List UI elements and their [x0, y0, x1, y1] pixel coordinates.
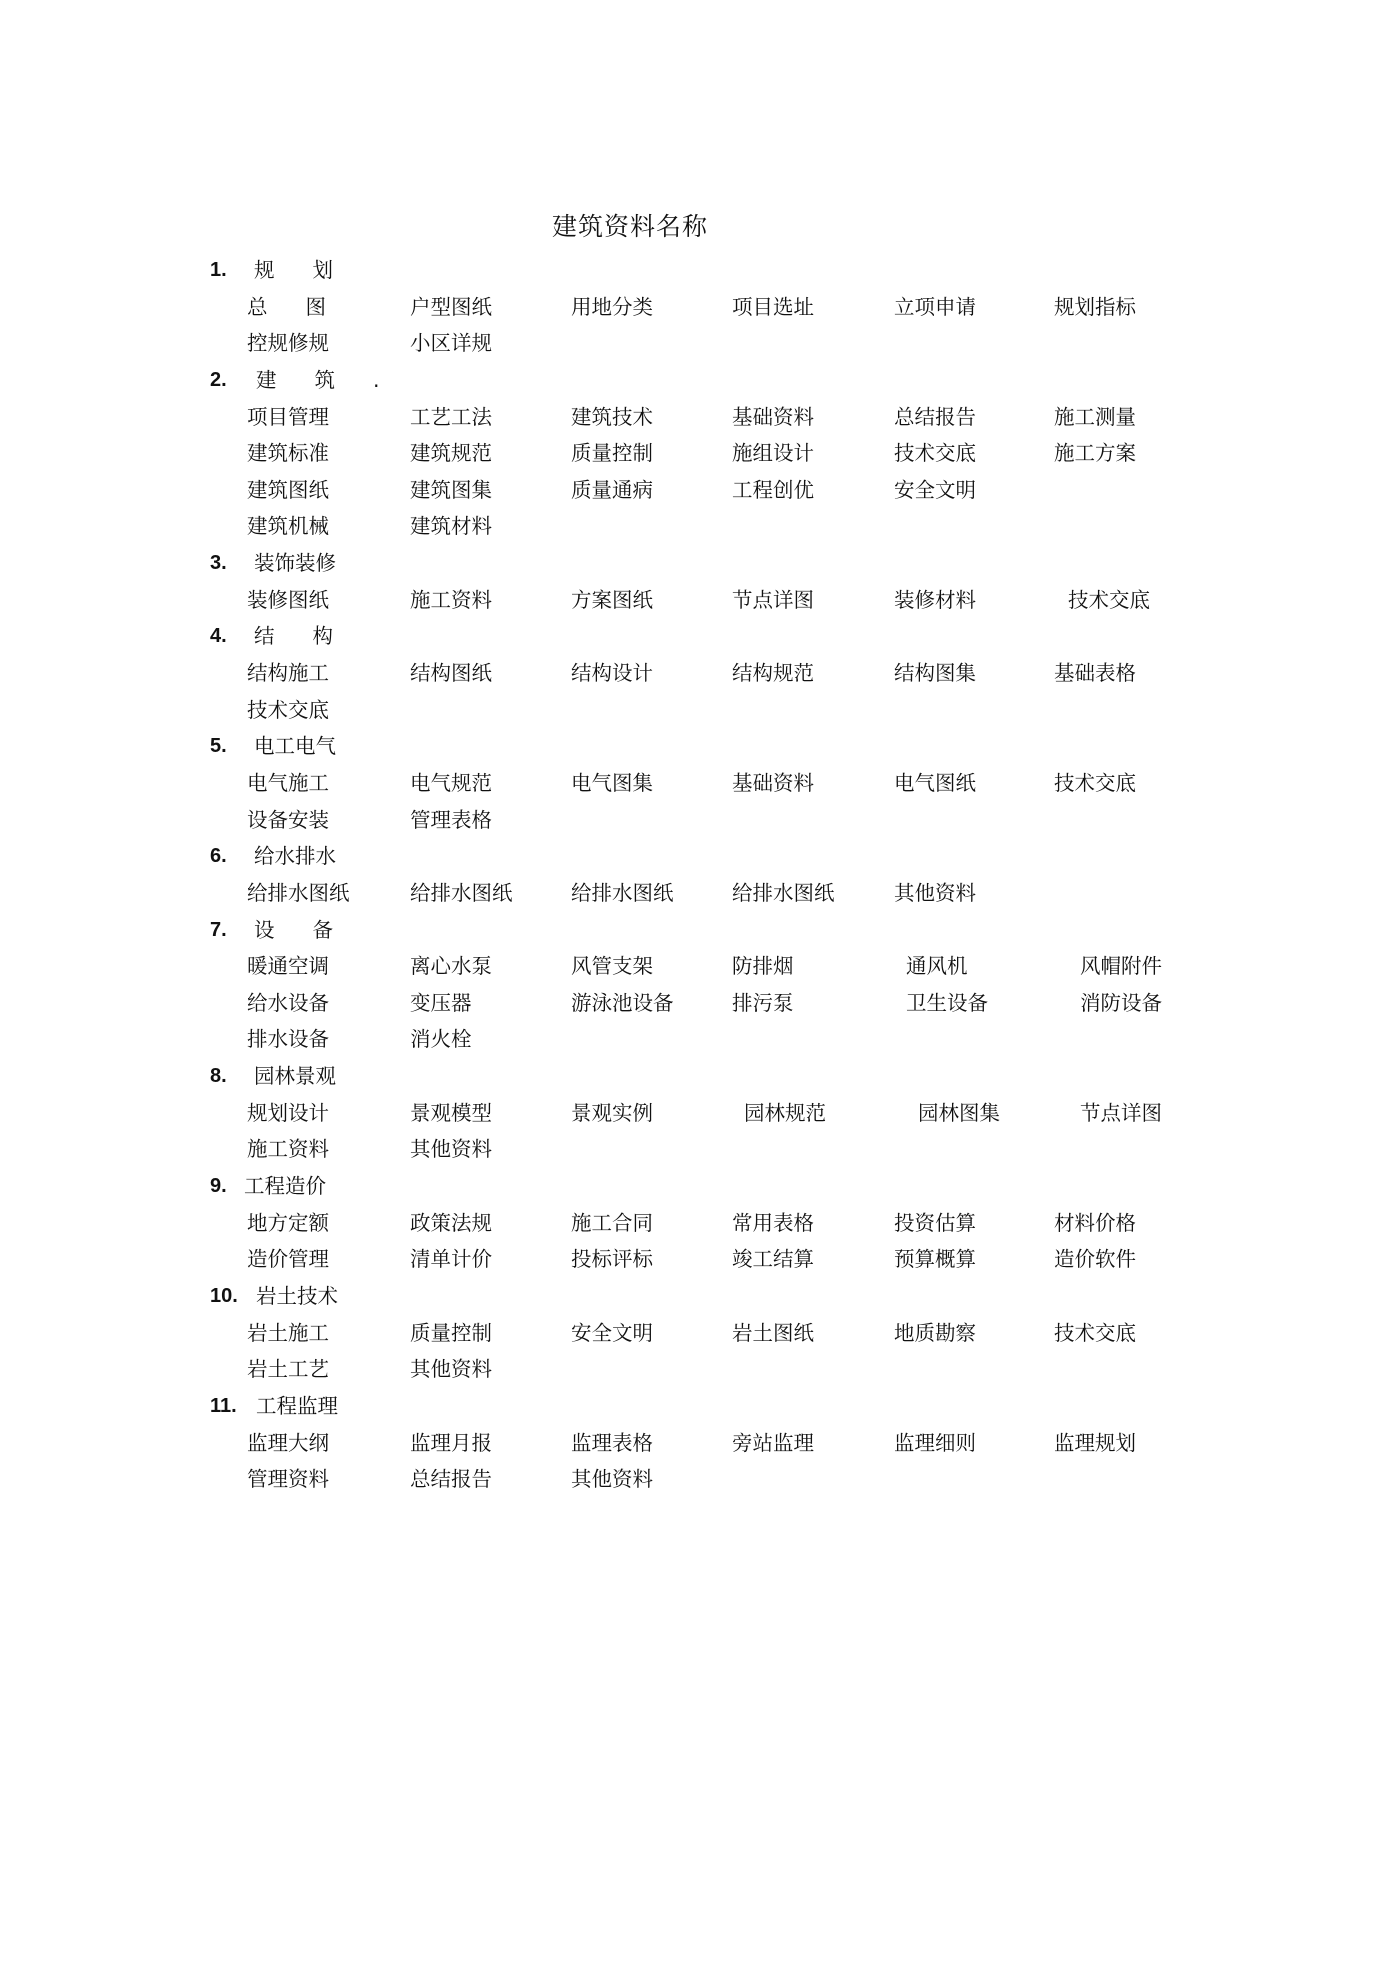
section-heading-5: [210, 728, 1210, 765]
list-item: 投资估算: [894, 1210, 976, 1235]
list-item: 建筑材料: [410, 514, 492, 539]
list-item: 监理表格: [571, 1430, 653, 1455]
list-item: 其他资料: [410, 1357, 492, 1382]
list-item: 暖通空调: [247, 954, 329, 979]
list-item: 监理月报: [410, 1430, 492, 1455]
document-content: [210, 252, 1210, 1498]
section-number: 7.: [210, 918, 227, 941]
list-item: 技术交底: [1054, 1320, 1136, 1345]
section-number: 8.: [210, 1065, 227, 1088]
section-title: 建筑.: [256, 367, 418, 392]
list-item: 竣工结算: [732, 1247, 814, 1272]
section-title: 工程造价: [244, 1174, 326, 1199]
list-item: 质量控制: [410, 1320, 492, 1345]
list-item: 电气图纸: [894, 770, 976, 795]
list-item: 总图: [247, 294, 364, 319]
item-row: [210, 655, 1210, 692]
list-item: 电气施工: [247, 770, 329, 795]
section-title: 岩土技术: [256, 1283, 338, 1308]
section-heading-7: [210, 912, 1210, 949]
section-heading-2: [210, 362, 1210, 399]
list-item: 总结报告: [410, 1467, 492, 1492]
list-item: 给排水图纸: [732, 880, 835, 905]
item-row: [210, 1131, 1210, 1168]
list-item: 建筑技术: [571, 404, 653, 429]
list-item: 消火栓: [410, 1027, 472, 1052]
list-item: 立项申请: [894, 294, 976, 319]
list-item: 政策法规: [410, 1210, 492, 1235]
list-item: 小区详规: [410, 331, 492, 356]
list-item: 结构施工: [247, 661, 329, 686]
list-item: 施工资料: [247, 1137, 329, 1162]
list-item: 管理表格: [410, 807, 492, 832]
list-item: 管理资料: [247, 1467, 329, 1492]
item-row: [210, 1351, 1210, 1388]
item-row: [210, 765, 1210, 802]
list-item: 风帽附件: [1080, 954, 1162, 979]
section-title: 给水排水: [254, 844, 336, 869]
list-item: 园林图集: [918, 1100, 1000, 1125]
section-heading-10: [210, 1278, 1210, 1315]
list-item: 工程创优: [732, 477, 814, 502]
item-row: [210, 948, 1210, 985]
list-item: 装修图纸: [247, 587, 329, 612]
item-row: [210, 508, 1210, 545]
list-item: 常用表格: [732, 1210, 814, 1235]
list-item: 其他资料: [410, 1137, 492, 1162]
list-item: 电气规范: [410, 770, 492, 795]
list-item: 建筑规范: [410, 441, 492, 466]
item-row: [210, 692, 1210, 729]
section-number: 9.: [210, 1175, 227, 1198]
list-item: 岩土工艺: [247, 1357, 329, 1382]
list-item: 排污泵: [732, 990, 794, 1015]
item-row: [210, 1461, 1210, 1498]
list-item: 给排水图纸: [571, 880, 674, 905]
list-item: 装修材料: [894, 587, 976, 612]
section-heading-1: [210, 252, 1210, 289]
item-row: [210, 289, 1210, 326]
item-row: [210, 435, 1210, 472]
list-item: 游泳池设备: [571, 990, 674, 1015]
item-row: [210, 875, 1210, 912]
list-item: 结构设计: [571, 661, 653, 686]
item-row: [210, 1095, 1210, 1132]
section-title: 设备: [254, 917, 371, 942]
list-item: 结构图集: [894, 661, 976, 686]
list-item: 施工方案: [1054, 441, 1136, 466]
item-row: [210, 802, 1210, 839]
section-number: 2.: [210, 368, 227, 391]
section-title: 装饰装修: [254, 551, 336, 576]
item-row: [210, 582, 1210, 619]
list-item: 通风机: [906, 954, 968, 979]
list-item: 户型图纸: [410, 294, 492, 319]
list-item: 规划指标: [1054, 294, 1136, 319]
section-heading-3: [210, 545, 1210, 582]
list-item: 结构图纸: [410, 661, 492, 686]
list-item: 基础资料: [732, 404, 814, 429]
section-number: 1.: [210, 259, 227, 281]
section-number: 11.: [210, 1394, 237, 1417]
section-title: 规划: [254, 258, 371, 282]
list-item: 技术交底: [894, 441, 976, 466]
list-item: 质量控制: [571, 441, 653, 466]
list-item: 建筑机械: [247, 514, 329, 539]
list-item: 结构规范: [732, 661, 814, 686]
list-item: 安全文明: [894, 477, 976, 502]
list-item: 控规修规: [247, 331, 329, 356]
list-item: 其他资料: [571, 1467, 653, 1492]
list-item: 用地分类: [571, 294, 653, 319]
list-item: 方案图纸: [571, 587, 653, 612]
list-item: 园林规范: [744, 1100, 826, 1125]
list-item: 技术交底: [1054, 770, 1136, 795]
list-item: 其他资料: [894, 880, 976, 905]
list-item: 项目选址: [732, 294, 814, 319]
list-item: 规划设计: [247, 1100, 329, 1125]
list-item: 施工测量: [1054, 404, 1136, 429]
item-row: [210, 985, 1210, 1022]
section-heading-4: [210, 618, 1210, 655]
item-row: [210, 1315, 1210, 1352]
item-row: [210, 1425, 1210, 1462]
section-number: 4.: [210, 625, 227, 648]
list-item: 造价软件: [1054, 1247, 1136, 1272]
section-title: 园林景观: [254, 1064, 336, 1089]
list-item: 给排水图纸: [247, 880, 350, 905]
section-title: 结构: [254, 624, 371, 649]
list-item: 景观模型: [410, 1100, 492, 1125]
section-title: 电工电气: [254, 734, 336, 759]
list-item: 总结报告: [894, 404, 976, 429]
list-item: 卫生设备: [906, 990, 988, 1015]
list-item: 施工合同: [571, 1210, 653, 1235]
list-item: 旁站监理: [732, 1430, 814, 1455]
list-item: 离心水泵: [410, 954, 492, 979]
list-item: 节点详图: [1080, 1100, 1162, 1125]
list-item: 施组设计: [732, 441, 814, 466]
list-item: 电气图集: [571, 770, 653, 795]
item-row: [210, 1021, 1210, 1058]
item-row: [210, 325, 1210, 362]
list-item: 风管支架: [571, 954, 653, 979]
list-item: 建筑图集: [410, 477, 492, 502]
list-item: 施工资料: [410, 587, 492, 612]
section-title: 工程监理: [256, 1393, 338, 1418]
list-item: 投标评标: [571, 1247, 653, 1272]
list-item: 技术交底: [247, 697, 329, 722]
item-row: [210, 1241, 1210, 1278]
section-number: 5.: [210, 735, 227, 758]
list-item: 清单计价: [410, 1247, 492, 1272]
list-item: 造价管理: [247, 1247, 329, 1272]
section-heading-6: [210, 838, 1210, 875]
list-item: 预算概算: [894, 1247, 976, 1272]
list-item: 节点详图: [732, 587, 814, 612]
list-item: 排水设备: [247, 1027, 329, 1052]
list-item: 地质勘察: [894, 1320, 976, 1345]
section-heading-9: [210, 1168, 1210, 1205]
document-title: 建筑资料名称: [551, 212, 708, 241]
list-item: 设备安装: [247, 807, 329, 832]
section-number: 3.: [210, 552, 227, 575]
list-item: 监理大纲: [247, 1430, 329, 1455]
list-item: 项目管理: [247, 404, 329, 429]
list-item: 岩土施工: [247, 1320, 329, 1345]
list-item: 给排水图纸: [410, 880, 513, 905]
item-row: [210, 472, 1210, 509]
list-item: 地方定额: [247, 1210, 329, 1235]
list-item: 基础资料: [732, 770, 814, 795]
list-item: 岩土图纸: [732, 1320, 814, 1345]
list-item: 技术交底: [1068, 587, 1150, 612]
section-heading-8: [210, 1058, 1210, 1095]
list-item: 安全文明: [571, 1320, 653, 1345]
list-item: 质量通病: [571, 477, 653, 502]
list-item: 监理规划: [1054, 1430, 1136, 1455]
list-item: 景观实例: [571, 1100, 653, 1125]
list-item: 监理细则: [894, 1430, 976, 1455]
section-heading-11: [210, 1388, 1210, 1425]
list-item: 建筑图纸: [247, 477, 329, 502]
list-item: 工艺工法: [410, 404, 492, 429]
list-item: 防排烟: [732, 954, 794, 979]
item-row: [210, 399, 1210, 436]
section-number: 10.: [210, 1284, 238, 1307]
section-number: 6.: [210, 845, 227, 868]
item-row: [210, 1205, 1210, 1242]
list-item: 消防设备: [1080, 990, 1162, 1015]
list-item: 变压器: [410, 990, 472, 1015]
list-item: 材料价格: [1054, 1210, 1136, 1235]
list-item: 建筑标准: [247, 441, 329, 466]
list-item: 给水设备: [247, 990, 329, 1015]
list-item: 基础表格: [1054, 661, 1136, 686]
